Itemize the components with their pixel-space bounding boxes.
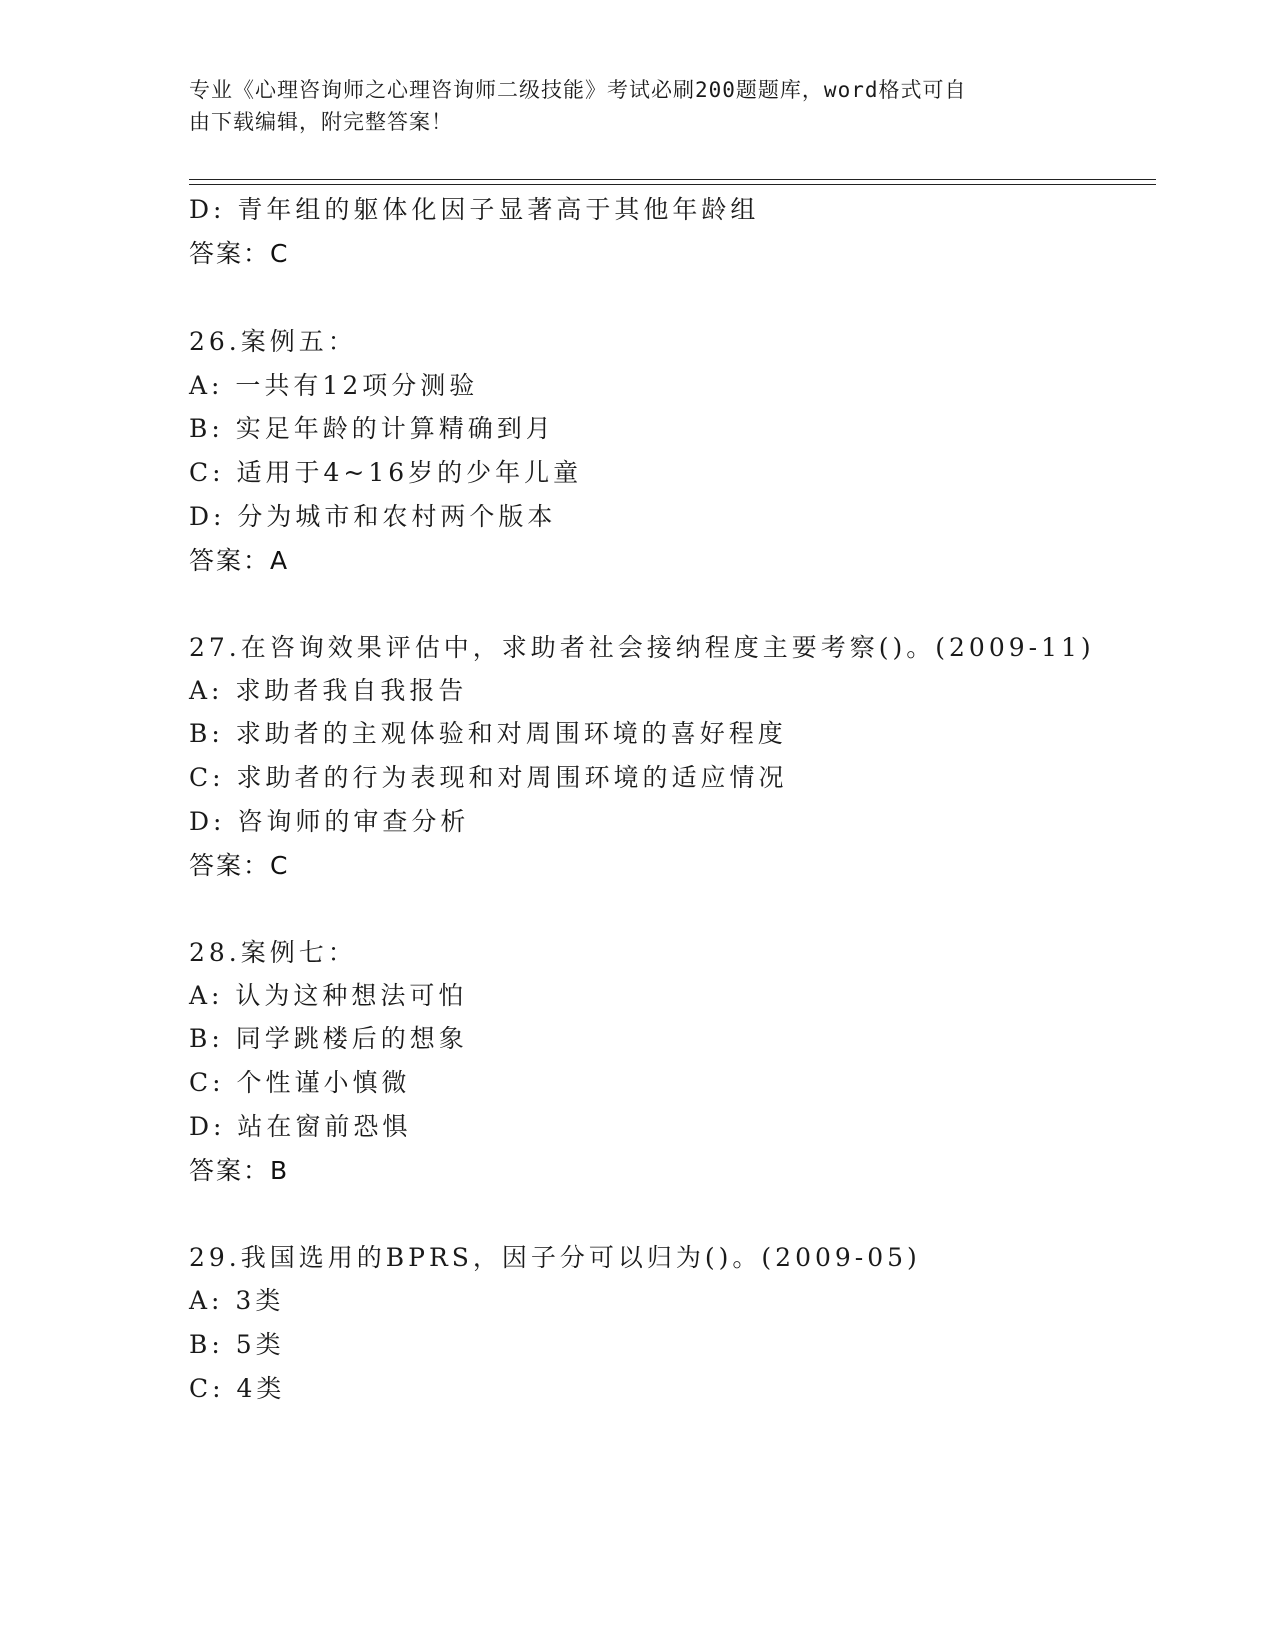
option-line: A: 3类 [189,1286,285,1315]
question-stem: 29.我国选用的BPRS，因子分可以归为()。(2009-05) [189,1243,921,1272]
option-line: D: 站在窗前恐惧 [189,1112,412,1141]
header-divider-top [189,179,1156,180]
answer-line: 答案：C [189,239,290,268]
question-stem: 28.案例七： [189,938,357,967]
answer-line: 答案：B [189,1156,290,1185]
option-line: B: 5类 [189,1330,285,1359]
option-line: D: 分为城市和农村两个版本 [189,502,557,531]
option-line: B: 实足年龄的计算精确到月 [189,414,555,443]
option-line: C: 求助者的行为表现和对周围环境的适应情况 [189,763,788,792]
option-line: B: 求助者的主观体验和对周围环境的喜好程度 [189,719,787,748]
option-line: D: 咨询师的审查分析 [189,807,470,836]
answer-line: 答案：A [189,546,290,575]
header-divider-bottom [189,184,1156,185]
answer-line: 答案：C [189,851,290,880]
question-stem: 26.案例五： [189,327,357,356]
option-line: B: 同学跳楼后的想象 [189,1024,468,1053]
header-line-1: 专业《心理咨询师之心理咨询师二级技能》考试必刷200题题库，word格式可自 [189,78,967,102]
option-line: A: 认为这种想法可怕 [189,981,468,1010]
option-line: C: 4类 [189,1374,286,1403]
question-stem: 27.在咨询效果评估中，求助者社会接纳程度主要考察()。(2009-11) [189,633,1095,662]
header-line-2: 由下载编辑，附完整答案！ [189,110,453,134]
option-line: D: 青年组的躯体化因子显著高于其他年龄组 [189,195,760,224]
option-line: A: 一共有12项分测验 [189,371,479,400]
option-line: C: 适用于4~16岁的少年儿童 [189,458,583,487]
option-line: C: 个性谨小慎微 [189,1068,411,1097]
document-header [189,74,1089,138]
option-line: A: 求助者我自我报告 [189,676,468,705]
